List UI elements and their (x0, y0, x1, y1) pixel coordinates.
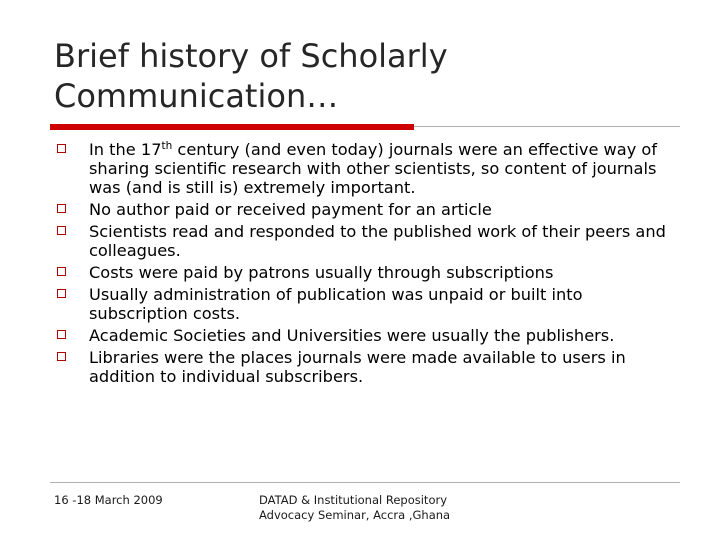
hollow-square-bullet-icon (57, 352, 66, 361)
bullet-item (54, 222, 680, 260)
footer-event-line-1: DATAD & Institutional Repository (259, 493, 448, 507)
footer-event-line-2: Advocacy Seminar, Accra ,Ghana (259, 508, 451, 522)
title-underline-accent (50, 124, 414, 130)
bullet-text: Costs were paid by patrons usually through subscriptions (89, 263, 554, 282)
slide-title: Brief history of Scholarly Communication… (54, 37, 448, 115)
bullet-item (54, 348, 680, 386)
hollow-square-bullet-icon (57, 204, 66, 213)
bullet-text: Usually administration of publication was unpaid or built into subscription costs. (89, 284, 583, 323)
hollow-square-bullet-icon (57, 289, 66, 298)
bullet-text: No author paid or received payment for an article (89, 200, 492, 220)
bullet-text: Academic Societies and Universities were usually the publishers. (89, 325, 615, 345)
bullet-item (54, 200, 680, 219)
bullet-item (54, 326, 680, 345)
bullet-text-suffix: century (and even today) journals were an effective way of sharing scientific research with other scientists, so content of journals was (and is still is) extremely important. (89, 140, 658, 198)
bullet-text: Libraries were the places journals were made available to users in addition to individual subscribers. (89, 347, 626, 386)
footer-divider (50, 482, 680, 483)
hollow-square-bullet-icon (57, 330, 66, 339)
hollow-square-bullet-icon (57, 267, 66, 276)
hollow-square-bullet-icon (57, 144, 66, 153)
footer-date: 16 -18 March 2009 (54, 493, 163, 507)
bullet-item (54, 285, 680, 323)
bullet-text-prefix: In the 17 (89, 140, 162, 159)
bullet-text: Scientists read and responded to the published work of their peers and colleagues. (89, 222, 666, 261)
bullet-list (54, 140, 680, 389)
footer-event (259, 493, 499, 523)
hollow-square-bullet-icon (57, 226, 66, 235)
bullet-item (54, 263, 680, 282)
bullet-text-superscript: th (161, 140, 173, 152)
bullet-item (54, 140, 680, 198)
